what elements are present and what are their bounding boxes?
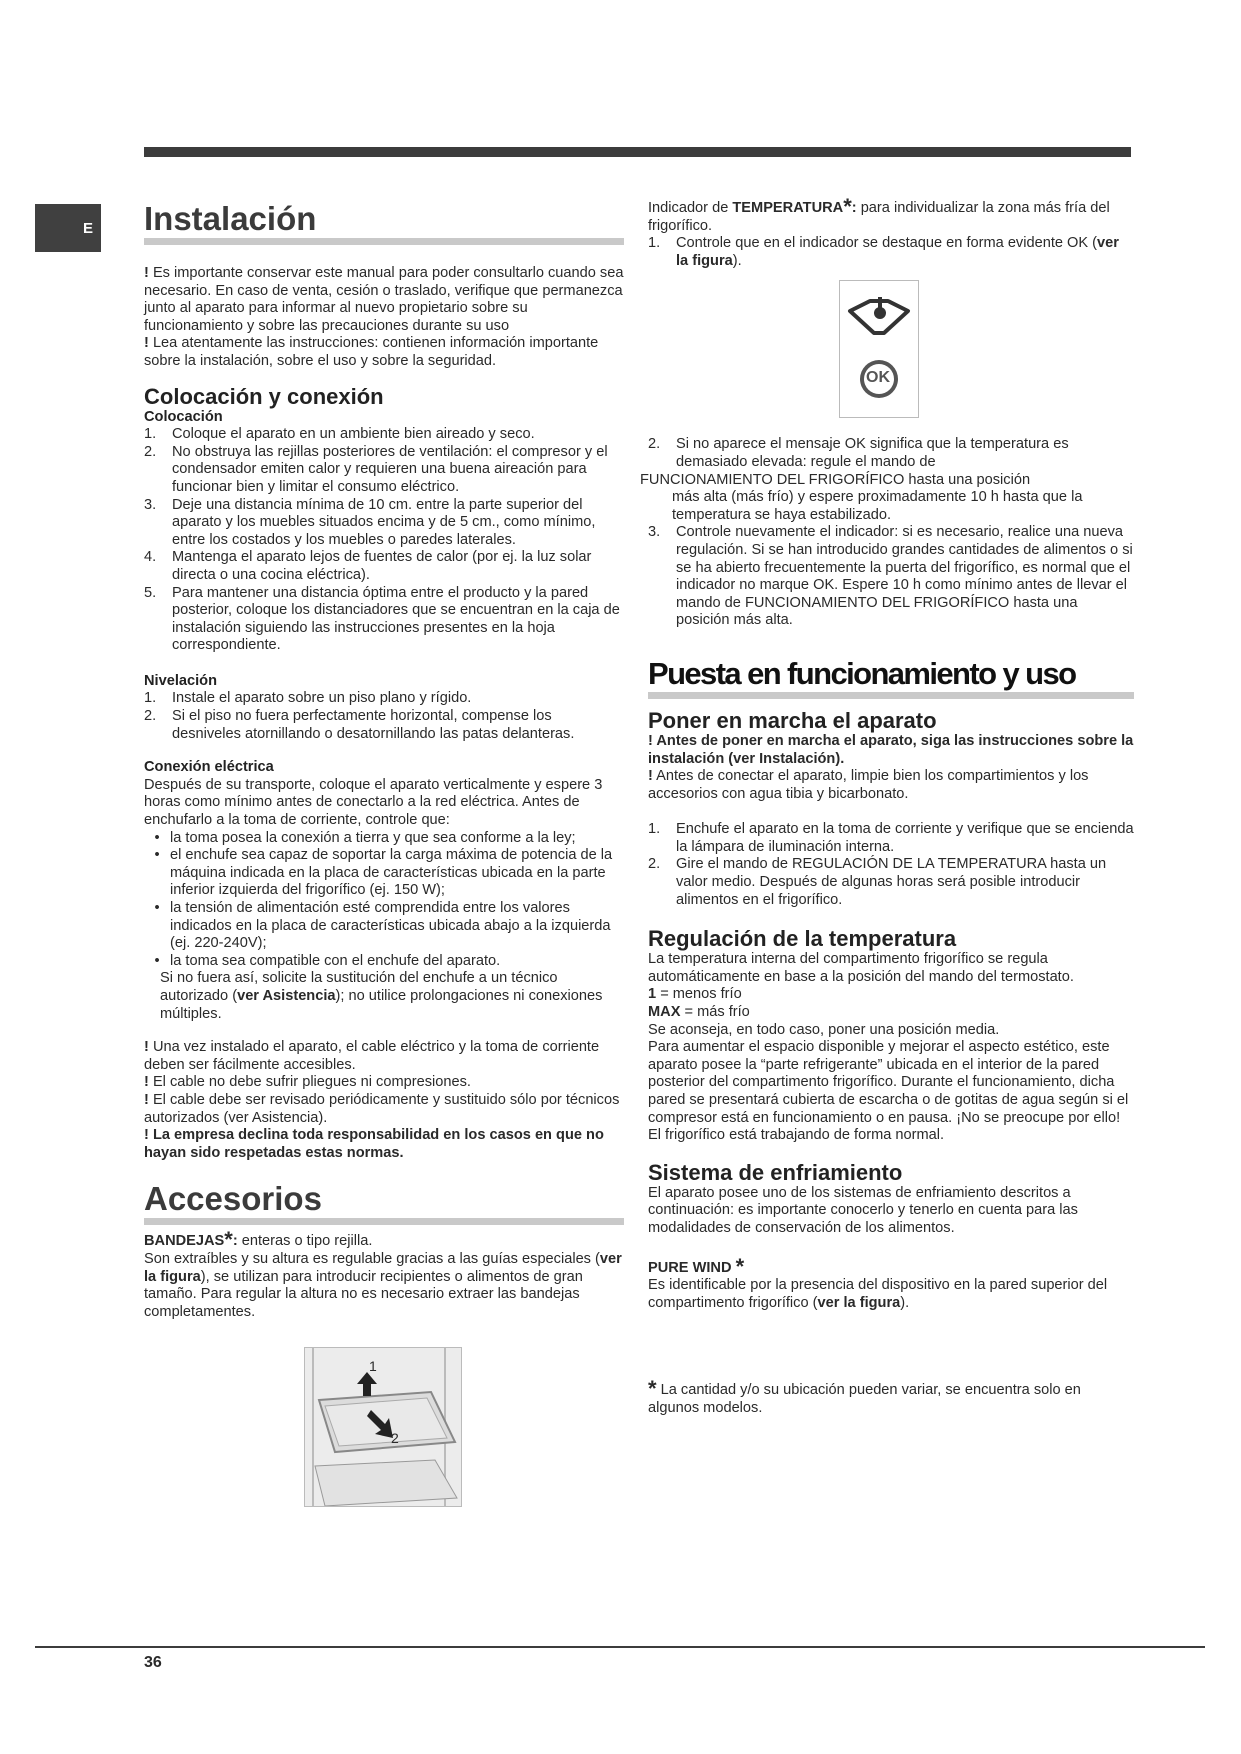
ok-indicator-figure bbox=[839, 280, 919, 418]
start-list bbox=[648, 821, 1134, 909]
list-item: • el enchufe sea capaz de soportar la carga máxima de potencia de la máquina indicada en la placa de características ubicada en la parte inferior izquierda del frigorífico (ej. 150 W); bbox=[154, 847, 613, 899]
shelf-figure bbox=[304, 1347, 462, 1507]
regulation-p2: Se aconseja, en todo caso, poner una posición media. bbox=[648, 1021, 1000, 1038]
temp-item2-line2: FUNCIONAMIENTO DEL FRIGORÍFICO hasta una posición bbox=[640, 471, 1031, 488]
ok-label: OK bbox=[866, 369, 890, 387]
pure-wind-text: Es identificable por la presencia del dispositivo en la pared superior del compartimento frigorífico (ver la figura). bbox=[648, 1277, 1108, 1311]
start-warning: ! Antes de poner en marcha el aparato, siga las instrucciones sobre la instalación (ver Instalación). bbox=[648, 732, 1134, 767]
warning-3: ! El cable debe ser revisado periódicamente y sustituido sólo por técnicos autorizados (ver Asistencia). bbox=[144, 1091, 620, 1126]
list-item: 3. Deje una distancia mínima de 10 cm. entre la parte superior del aparato y los muebles situados encima y de 5 cm., como mínimo, entre los costados y los muebles o paredes laterales. bbox=[144, 496, 596, 548]
temp-item2-line3: más alta (más frío) y espere proximadamente 10 h hasta que la temperatura se haya estabilizado. bbox=[672, 489, 1083, 523]
regulation-one: 1 = menos frío bbox=[648, 986, 742, 1003]
regulation-title: Regulación de la temperatura bbox=[648, 926, 957, 952]
regulation-max: MAX = más frío bbox=[648, 1004, 750, 1021]
regulation-p1: La temperatura interna del compartimento frigorífico se regula automáticamente en base a la posición del mando del termostato. bbox=[648, 951, 1074, 985]
top-rule bbox=[144, 147, 1131, 157]
list-item: 2. No obstruya las rejillas posteriores de ventilación: el compresor y el condensador emiten calor y requieren una buena aireación para funcionar bien y limitar el consumo eléctrico. bbox=[144, 443, 608, 495]
placement-list bbox=[144, 426, 624, 655]
shelf-illustration bbox=[305, 1348, 461, 1506]
warning-2: ! El cable no debe sufrir pliegues ni compresiones. bbox=[144, 1074, 471, 1091]
figure-label-2: 2 bbox=[391, 1430, 399, 1447]
electric-intro: Después de su transporte, coloque el aparato verticalmente y espere 3 horas como mínimo antes de conectarlo a la red eléctrica. Antes de enchufarlo a la toma de corriente, controle que: bbox=[144, 776, 603, 829]
install-title: Instalación bbox=[144, 200, 624, 245]
right-column bbox=[640, 194, 1134, 1418]
language-tab bbox=[35, 204, 101, 252]
list-item: 4. Mantenga el aparato lejos de fuentes de calor (por ej. la luz solar directa o una cocina eléctrica). bbox=[144, 549, 592, 583]
footnote: * La cantidad y/o su ubicación pueden variar, se encuentra solo en algunos modelos. bbox=[648, 1376, 1081, 1416]
intro-p2: ! Lea atentamente las instrucciones: contienen información importante sobre la instalación, sobre el uso y sobre la seguridad. bbox=[144, 335, 599, 369]
start-title: Poner en marcha el aparato bbox=[648, 707, 937, 733]
placement-subtitle: Colocación bbox=[144, 408, 223, 425]
left-column bbox=[144, 200, 624, 1507]
list-item: 1. Enchufe el aparato en la toma de corriente y verifique que se encienda la lámpara de iluminación interna. bbox=[648, 821, 1134, 855]
trays-line: BANDEJAS*: enteras o tipo rejilla. bbox=[144, 1227, 373, 1253]
list-item: 1. Instale el aparato sobre un piso plano y rígido. bbox=[144, 690, 472, 707]
pure-wind-title: PURE WIND * bbox=[648, 1253, 745, 1279]
warning-1: ! Una vez instalado el aparato, el cable eléctrico y la toma de corriente deben ser fácilmente accesibles. bbox=[144, 1039, 600, 1073]
placement-title: Colocación y conexión bbox=[144, 383, 384, 409]
language-tab-label: E bbox=[82, 219, 93, 237]
use-title: Puesta en funcionamiento y uso bbox=[648, 656, 1134, 699]
cooling-title: Sistema de enfriamiento bbox=[648, 1159, 903, 1185]
intro-p1: ! Es importante conservar este manual para poder consultarlo cuando sea necesario. En caso de venta, cesión o traslado, verifique que permanezca junto al aparato para informar al nuevo propietario sobre su funcionamiento y sobre las precauciones durante su uso bbox=[144, 265, 624, 334]
warning-4: ! La empresa declina toda responsabilidad en los casos en que no hayan sido respetadas estas normas. bbox=[144, 1127, 604, 1161]
leveling-list bbox=[144, 690, 624, 743]
electric-list bbox=[144, 830, 624, 971]
list-item: 2. Si no aparece el mensaje OK significa que la temperatura es demasiado elevada: regule el mando de bbox=[648, 436, 1069, 470]
start-warning-2: ! Antes de conectar el aparato, limpie bien los compartimientos y los accesorios con agua tibia y bicarbonato. bbox=[648, 768, 1089, 802]
list-item: 2. Gire el mando de REGULACIÓN DE LA TEMPERATURA hasta un valor medio. Después de algunas horas será posible introducir alimentos en el frigorífico. bbox=[648, 856, 1107, 908]
figure-label-1: 1 bbox=[369, 1358, 377, 1375]
regulation-p3: Para aumentar el espacio disponible y mejorar el aspecto estético, este aparato posee la “parte refrigerante” ubicada en el interior de la pared posterior del compartimento frigorífico. Durante el funcionamiento, dicha pared se presentará cubierta de escarcha o de gotitas de agua según si el compresor está en funcionamiento o en pausa. ¡No se preocupe por ello! El frigorífico está trabajando de forma normal. bbox=[648, 1039, 1129, 1144]
list-item: 2. Si el piso no fuera perfectamente horizontal, compense los desniveles atornillando o desatornillando las patas delanteras. bbox=[144, 708, 575, 742]
list-item: 1. Coloque el aparato en un ambiente bien aireado y seco. bbox=[144, 426, 535, 443]
list-item: 1. Controle que en el indicador se destaque en forma evidente OK (ver la figura). bbox=[648, 235, 1119, 269]
accessories-title: Accesorios bbox=[144, 1180, 624, 1225]
list-item: 5. Para mantener una distancia óptima entre el producto y la pared posterior, coloque los distanciadores que se encuentran en la caja de instalación siguiendo las instrucciones presentes en la hoja correspondiente. bbox=[144, 584, 620, 654]
temp-indicator-line: Indicador de TEMPERATURA*: para individualizar la zona más fría del frigorífico. bbox=[648, 194, 1110, 234]
footer-rule bbox=[35, 1646, 1205, 1648]
electric-title: Conexión eléctrica bbox=[144, 759, 274, 776]
list-item: • la tensión de alimentación esté comprendida entre los valores indicados en la placa de características ubicada abajo a la izquierda (ej. 220-240V); bbox=[154, 900, 611, 952]
electric-after: Si no fuera así, solicite la sustitución del enchufe a un técnico autorizado (ver Asistencia); no utilice prolongaciones ni conexiones múltiples. bbox=[160, 970, 603, 1022]
list-item: • la toma sea compatible con el enchufe del aparato. bbox=[154, 952, 501, 969]
list-item: • la toma posea la conexión a tierra y que sea conforme a la ley; bbox=[154, 829, 576, 846]
page-number: 36 bbox=[144, 1654, 162, 1671]
leveling-title: Nivelación bbox=[144, 672, 217, 689]
cooling-p: El aparato posee uno de los sistemas de enfriamiento descritos a continuación: es importante conocerlo y tenerlo en cuenta para las modalidades de conservación de los alimentos. bbox=[648, 1184, 1078, 1236]
thermometer-icon bbox=[840, 281, 918, 417]
list-item: 3. Controle nuevamente el indicador: si es necesario, realice una nueva regulación. Si se han introducido grandes cantidades de alimentos o si se ha abierto frecuentemente la puerta del frigorífico, es normal que el indicador no marque OK. Espere 10 h como mínimo antes de llevar el mando de FUNCIONAMIENTO DEL FRIGORÍFICO hasta una posición más alta. bbox=[648, 524, 1133, 629]
trays-desc: Son extraíbles y su altura es regulable gracias a las guías especiales (ver la figura), se utilizan para introducir recipientes o alimentos de gran tamaño. Para regular la altura no es necesario extraer las bandejas completamentes. bbox=[144, 1250, 622, 1320]
